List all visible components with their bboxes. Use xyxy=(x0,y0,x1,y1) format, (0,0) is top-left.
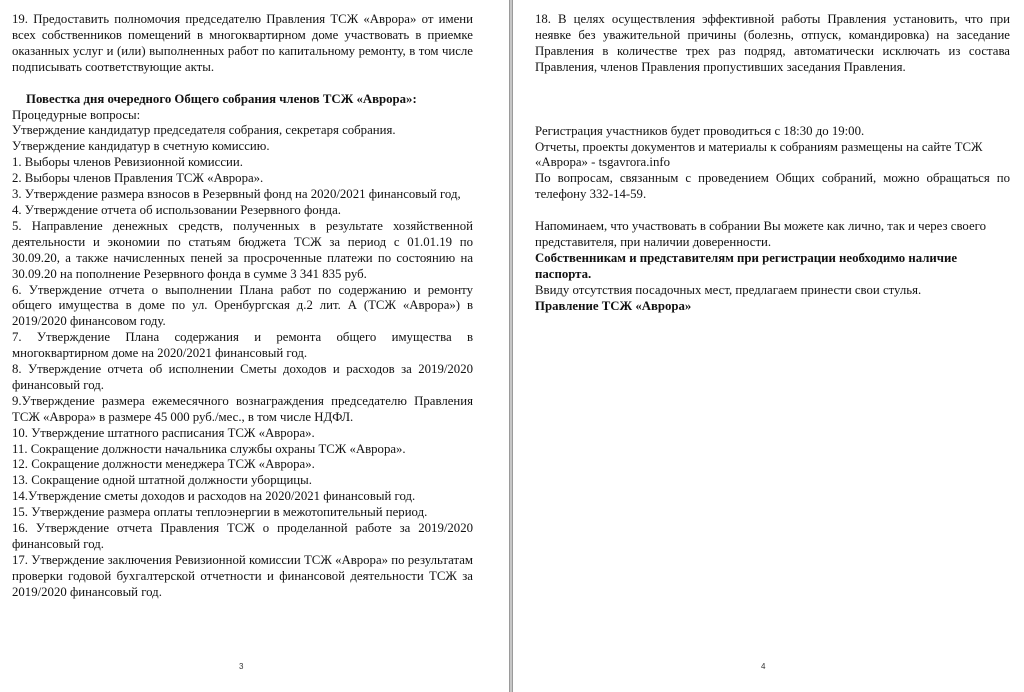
reminder-note: Напоминаем, что участвовать в собрании Вы можете как лично, так и через своего представителя, при наличии доверенности. xyxy=(535,219,986,250)
agenda-item-4: 4. Утверждение отчета об использовании Резервного фонда. xyxy=(12,202,341,217)
agenda-item-16: 16. Утверждение отчета Правления ТСЖ о проделанной работе за 2019/2020 финансовый год. xyxy=(12,521,473,551)
agenda-item-19: 19. Предоставить полномочия председателю Правления ТСЖ «Аврора» от имени всех собственников помещений в многоквартирном доме участвовать в приемке оказанных услуг и (или) выполненных работ по капитальному ремонту, в том числе подписывать соответствующие акты. xyxy=(12,12,473,74)
agenda-item-7: 7. Утверждение Плана содержания и ремонта общего имущества в многоквартирном доме на 2020/2021 финансовый год. xyxy=(12,330,473,361)
page-3-body xyxy=(12,12,473,601)
spacer xyxy=(535,203,1010,219)
spacer xyxy=(535,76,1010,124)
signature: Правление ТСЖ «Аврора» xyxy=(535,298,692,313)
page-4 xyxy=(513,0,1024,692)
agenda-item-10: 10. Утверждение штатного расписания ТСЖ «Аврора». xyxy=(12,425,315,440)
agenda-item-15: 15. Утверждение размера оплаты теплоэнергии в межотопительный период. xyxy=(12,505,428,520)
agenda-item-12: 12. Сокращение должности менеджера ТСЖ «Аврора». xyxy=(12,457,315,472)
procedural-item: Утверждение кандидатур председателя собрания, секретаря собрания. xyxy=(12,123,396,138)
agenda-item-17: 17. Утверждение заключения Ревизионной комиссии ТСЖ «Аврора» по результатам проверки годовой бухгалтерской отчетности и финансовой деятельности ТСЖ за 2019/2020 финансовый год. xyxy=(12,552,473,599)
agenda-item-8: 8. Утверждение отчета об исполнении Сметы доходов и расходов за 2019/2020 финансовый год. xyxy=(12,362,473,392)
registration-note: Регистрация участников будет проводиться с 18:30 до 19:00. xyxy=(535,123,865,138)
passport-note: Собственникам и представителям при регистрации необходимо наличие паспорта. xyxy=(535,250,958,281)
page-number: 3 xyxy=(239,662,244,671)
agenda-item-13: 13. Сокращение одной штатной должности уборщицы. xyxy=(12,473,312,488)
page-3 xyxy=(0,0,509,692)
procedural-heading: Процедурные вопросы: xyxy=(12,107,141,122)
agenda-item-2: 2. Выборы членов Правления ТСЖ «Аврора». xyxy=(12,171,264,186)
agenda-item-1: 1. Выборы членов Ревизионной комиссии. xyxy=(12,155,243,170)
agenda-item-9: 9.Утверждение размера ежемесячного вознаграждения председателю Правления ТСЖ «Аврора» в размере 45 000 руб./мес., в том числе НДФЛ. xyxy=(12,393,473,424)
agenda-heading: Повестка дня очередного Общего собрания членов ТСЖ «Аврора»: xyxy=(26,91,417,106)
agenda-item-18: 18. В целях осуществления эффективной работы Правления установить, что при неявке без уважительной причины (болезнь, отпуск, командировка) на заседание Правления в количестве трех раз подряд, автоматически исключать из состава Правления, членов Правления пропустивших заседания Правления. xyxy=(535,12,1010,74)
procedural-item: Утверждение кандидатур в счетную комиссию. xyxy=(12,139,270,154)
page-number: 4 xyxy=(761,662,766,671)
chairs-note: Ввиду отсутствия посадочных мест, предлагаем принести свои стулья. xyxy=(535,282,922,297)
page-4-body xyxy=(535,12,1010,315)
agenda-item-3: 3. Утверждение размера взносов в Резервный фонд на 2020/2021 финансовый год, xyxy=(12,187,461,202)
spacer xyxy=(12,76,473,92)
phone-note: По вопросам, связанным с проведением Общих собраний, можно обращаться по телефону 332-14-59. xyxy=(535,171,1010,202)
agenda-item-11: 11. Сокращение должности начальника службы охраны ТСЖ «Аврора». xyxy=(12,441,406,456)
agenda-item-14: 14.Утверждение сметы доходов и расходов на 2020/2021 финансовый год. xyxy=(12,489,416,504)
agenda-item-6: 6. Утверждение отчета о выполнении Плана работ по содержанию и ремонту общего имущества в доме по ул. Оренбургская д.2 лит. А (ТСЖ «Аврора») в 2019/2020 финансовом году. xyxy=(12,282,473,329)
agenda-item-5: 5. Направление денежных средств, полученных в результате хозяйственной деятельности и экономии по статьям бюджета ТСЖ за период с 01.01.19 по 30.09.20, а также начисленных пеней за просроченные платежи по состоянию на 30.09.20 на пополнение Резервного фонда в сумме 3 341 835 руб. xyxy=(12,218,473,281)
materials-note: Отчеты, проекты документов и материалы к собраниям размещены на сайте ТСЖ «Аврора» - tsgavrora.info xyxy=(535,139,983,170)
